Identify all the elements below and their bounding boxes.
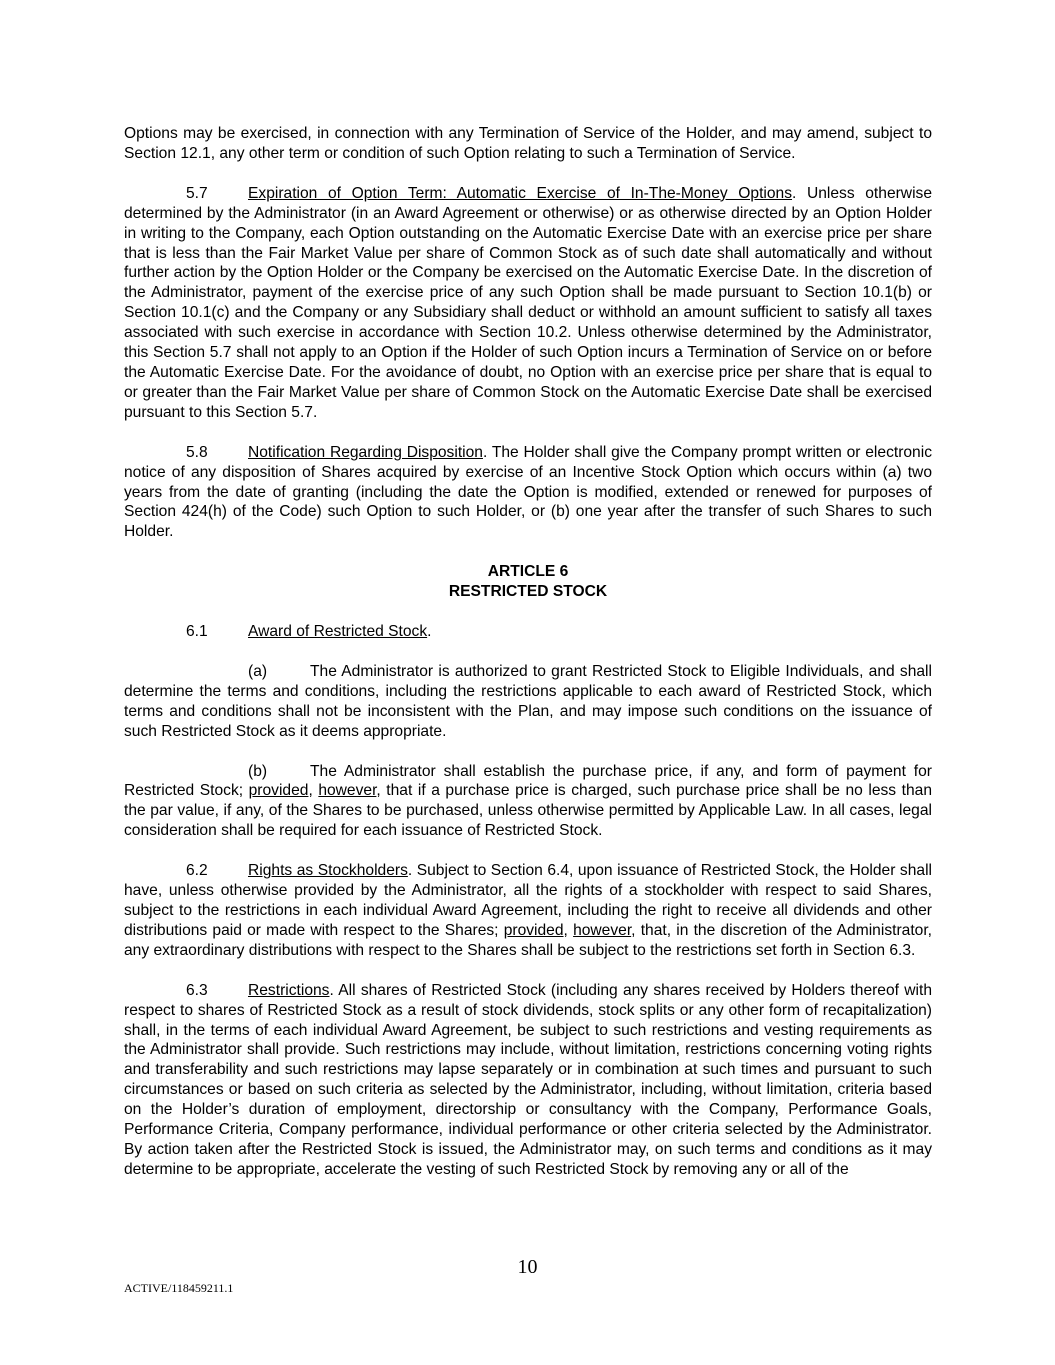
section-body: . All shares of Restricted Stock (including any shares received by Holders thereof with respect to shares of Restricted Stock as a result of stock dividends, stock splits or any other form of recapitalization) shall, in the terms of each individual Award Agreement, be subject to such restrictions and vesting requirements as the Administrator shall provide. Such restrictions may include, without limitation, restrictions concerning voting rights and transferability and such restrictions may lapse separately or in combination at such times and pursuant to such circumstances or based on such criteria as selected by the Administrator, including, without limitation, criteria based on the Holder’s duration of employment, directorship or consultancy with the Company, Performance Goals, Performance Criteria, Company performance, individual performance or other criteria selected by the Administrator. By action taken after the Restricted Stock is issued, the Administrator may, on such terms and conditions as it may determine to be appropriate, accelerate the vesting of such Restricted Stock by removing any or all of the <box>124 981 932 1178</box>
page-number: 10 <box>517 1256 538 1278</box>
subsection-6-1-b <box>124 762 932 842</box>
section-number: 5.8 <box>186 443 208 461</box>
provided-term: provided <box>248 782 309 800</box>
article-title: RESTRICTED STOCK <box>448 583 608 601</box>
section-title: Rights as Stockholders <box>248 862 408 880</box>
subsection-label: (b) <box>248 762 268 780</box>
section-body: . Subject to Section 6.4, upon issuance of Restricted Stock, the Holder shall have, unless otherwise provided by the Administrator, all the rights of a stockholder with respect to said Shares, subject to the restrictions in each individual Award Agreement, including the right to receive all dividends and other distributions paid or made with respect to the Shares; <box>124 862 933 939</box>
comma: , <box>308 782 319 800</box>
section-6-2 <box>124 861 932 961</box>
subsection-6-1-a <box>124 662 932 742</box>
section-body: . Unless otherwise determined by the Administrator (in an Award Agreement or otherwise) or as otherwise directed by an Option Holder in writing to the Company, each Option outstanding on the Automatic Exercise Date with an exercise price per share that is less than the Fair Market Value per share of Common Stock as of such date shall automatically and without further action by the Option Holder or the Company be exercised on the Automatic Exercise Date. In the discretion of the Administrator, payment of the exercise price of any such Option shall be made pursuant to Section 10.1(b) or Section 10.1(c) and the Company or any Subsidiary shall deduct or withhold an amount sufficient to satisfy all taxes associated with such exercise in accordance with Section 10.2. Unless otherwise determined by the Administrator, this Section 5.7 shall not apply to an Option if the Holder of such Option incurs a Termination of Service on or before the Automatic Exercise Date. For the avoidance of doubt, no Option with an exercise price per share that is equal to or greater than the Fair Market Value per share of Common Stock on the Automatic Exercise Date shall be exercised pursuant to this Section 5.7. <box>124 184 933 421</box>
document-id: ACTIVE/118459211.1 <box>124 1281 234 1295</box>
however-term: however <box>318 782 377 800</box>
section-title: Restrictions <box>248 981 330 999</box>
section-title: Notification Regarding Disposition <box>248 443 483 461</box>
article-number: ARTICLE 6 <box>487 563 569 581</box>
section-number: 6.2 <box>186 862 208 880</box>
subsection-body: The Administrator shall establish the purchase price, if any, and form of payment for Restricted Stock; <box>124 762 932 800</box>
however-term: however <box>573 921 632 939</box>
section-5-7 <box>124 184 932 423</box>
article-heading <box>124 562 932 602</box>
subsection-body: The Administrator is authorized to grant Restricted Stock to Eligible Individuals, and shall determine the terms and conditions, including the restrictions applicable to each award of Restricted Stock, which terms and conditions shall not be inconsistent with the Plan, and may impose such conditions on the issuance of such Restricted Stock as it deems appropriate. <box>124 662 932 740</box>
section-number: 6.3 <box>186 981 208 999</box>
paragraph-intro: Options may be exercised, in connection with any Termination of Service of the Holder, and may amend, subject to Section 12.1, any other term or condition of such Option relating to such a Termination of Service. <box>124 125 932 162</box>
section-title: Award of Restricted Stock <box>248 623 428 641</box>
section-body: . The Holder shall give the Company prompt written or electronic notice of any disposition of Shares acquired by exercise of an Incentive Stock Option which occurs within (a) two years from the date of granting (including the date the Option is modified, extended or renewed for purposes of Section 424(h) of the Code) such Option to such Holder, or (b) one year after the transfer of such Shares to such Holder. <box>124 443 932 541</box>
section-6-3 <box>124 981 932 1180</box>
section-5-8 <box>124 443 932 543</box>
subsection-body-cont: , that if a purchase price is charged, such purchase price shall be no less than the par value, if any, of the Shares to be purchased, unless otherwise permitted by Applicable Law. In all cases, legal consideration shall be required for each issuance of Restricted Stock. <box>124 782 932 840</box>
section-tail: . <box>427 623 432 641</box>
section-title: Expiration of Option Term: Automatic Exercise of In-The-Money Options <box>248 184 793 202</box>
provided-term: provided <box>503 921 564 939</box>
section-number: 5.7 <box>186 184 208 202</box>
section-6-1 <box>124 622 932 642</box>
subsection-label: (a) <box>248 662 268 680</box>
section-body-cont: , that, in the discretion of the Administrator, any extraordinary distributions with respect to the Shares shall be subject to the restrictions set forth in Section 6.3. <box>124 921 932 959</box>
comma: , <box>563 921 574 939</box>
document-page <box>124 124 932 1180</box>
section-number: 6.1 <box>186 623 208 641</box>
